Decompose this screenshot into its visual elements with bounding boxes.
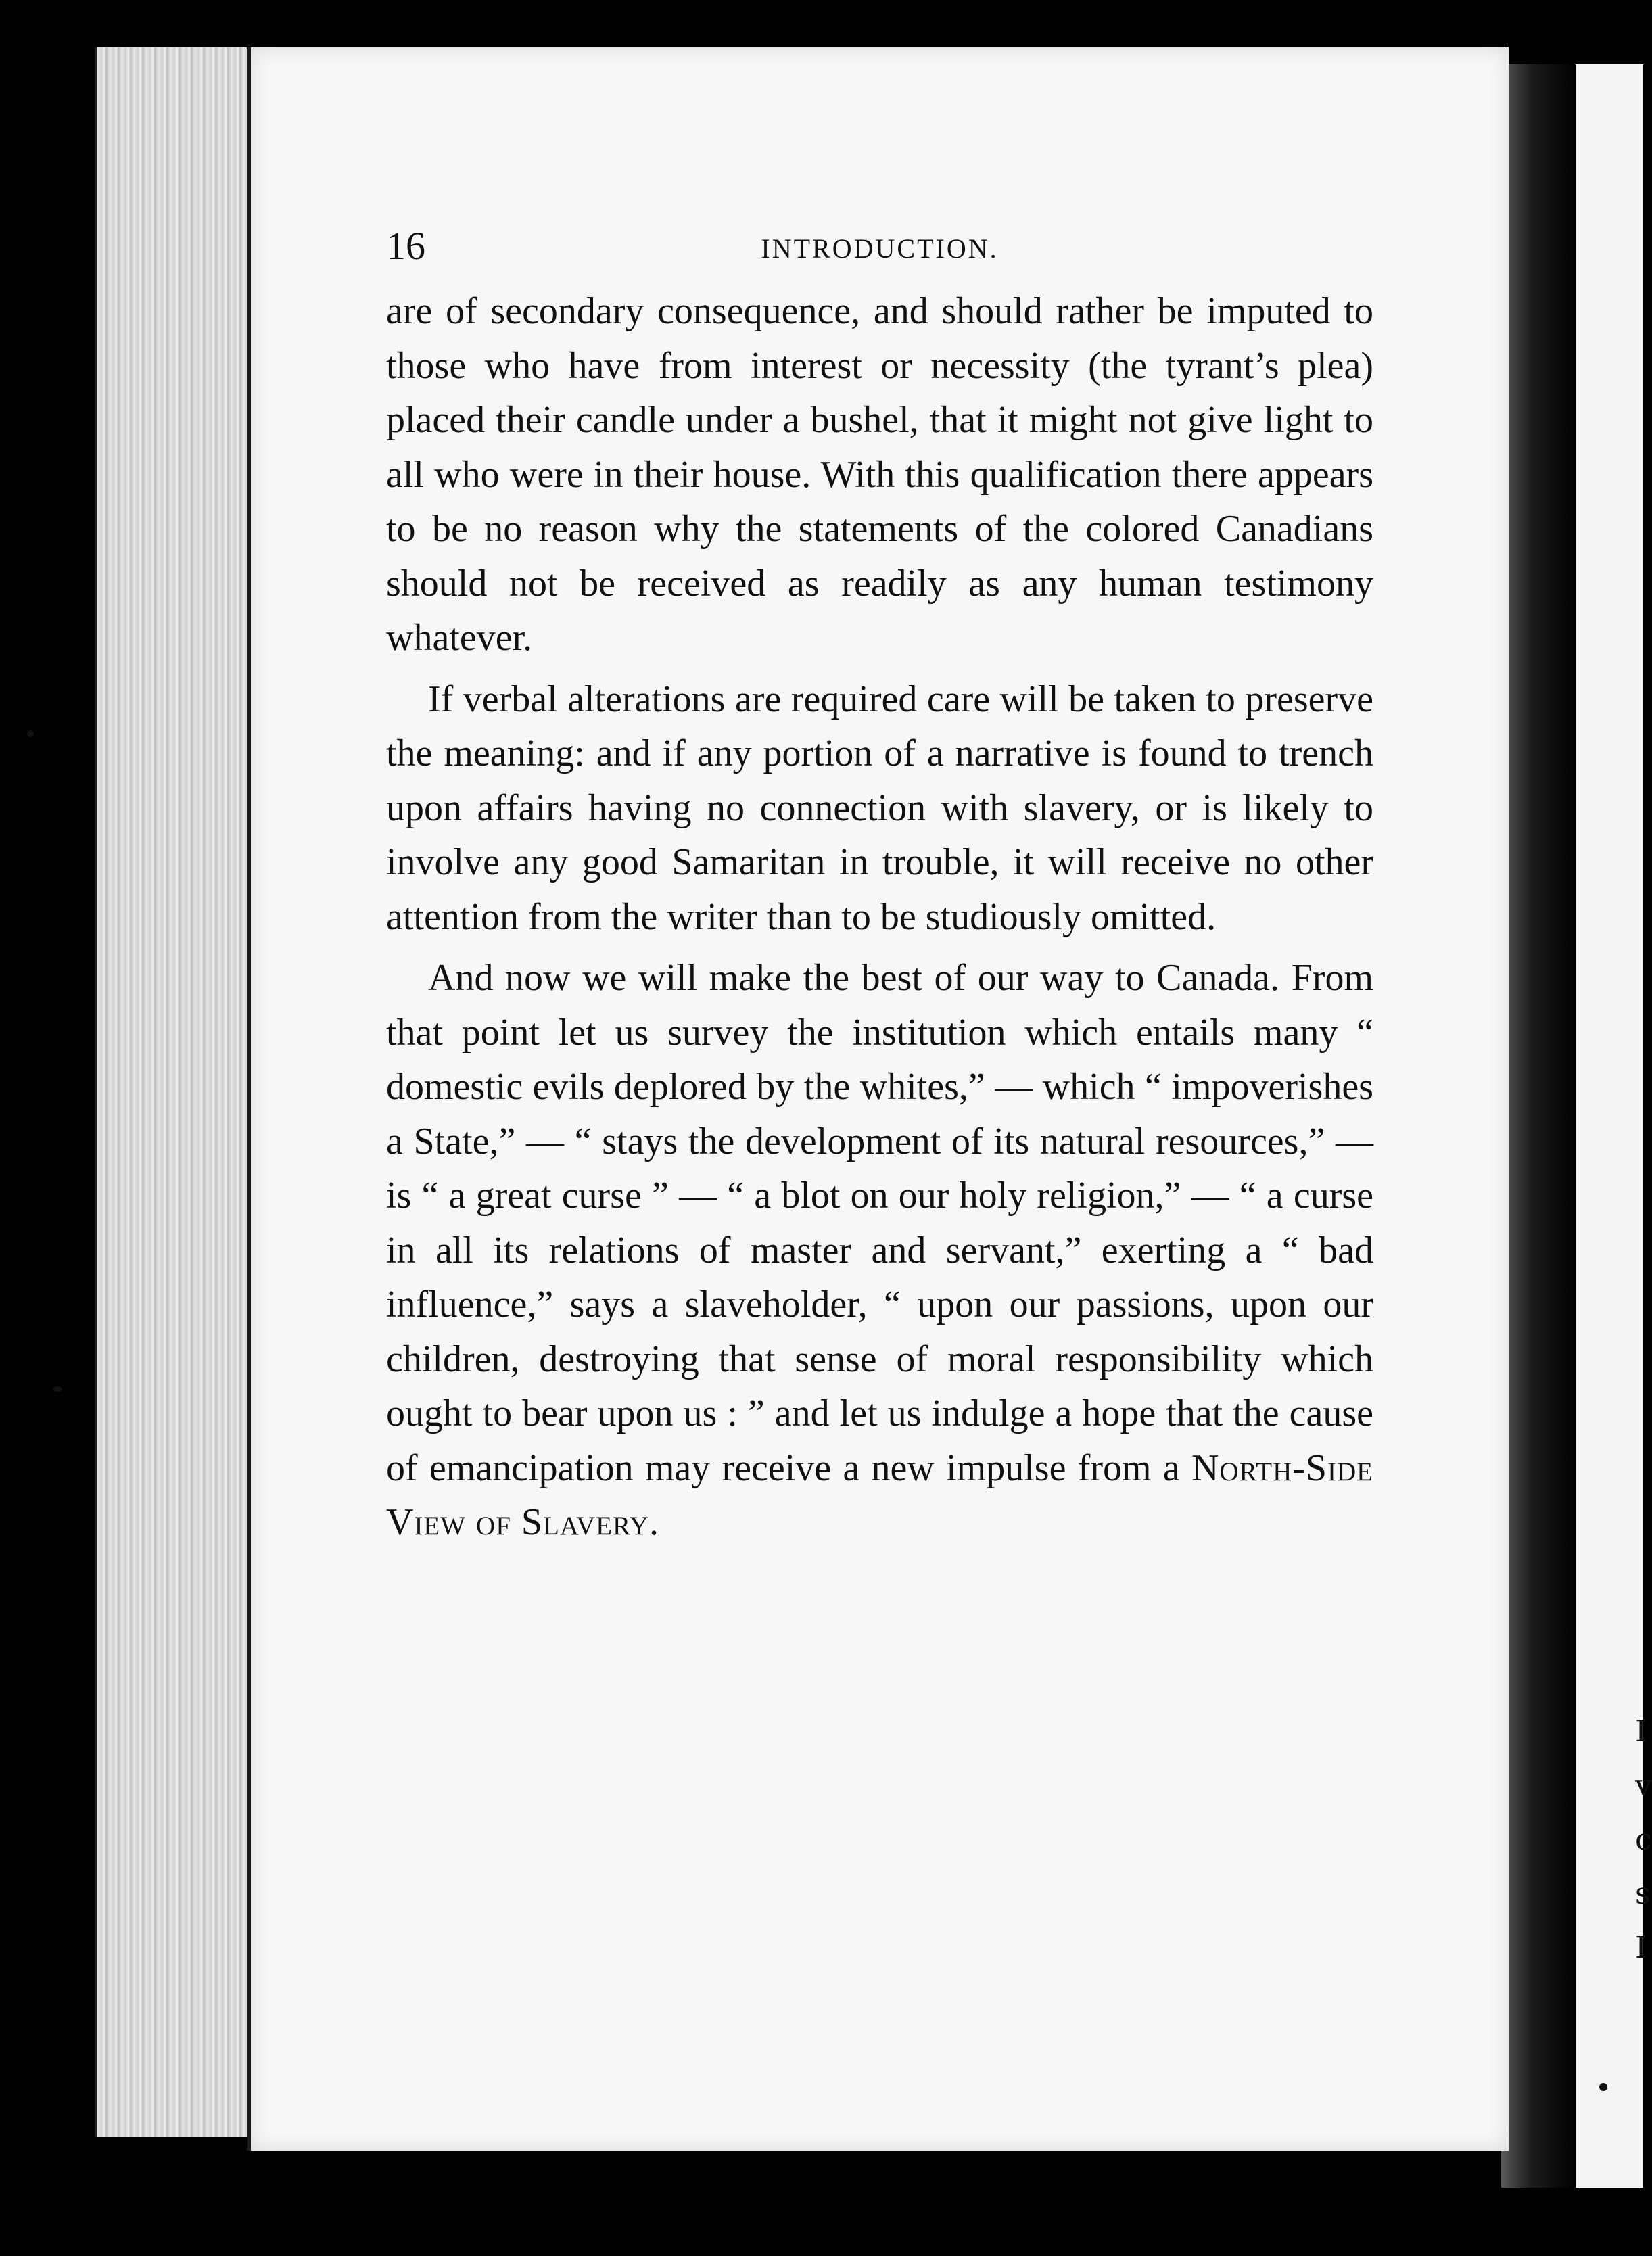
paragraph-3-end: . [649, 1501, 659, 1543]
page-number: 16 [386, 224, 425, 268]
running-head [386, 223, 1373, 284]
book-page [247, 47, 1509, 2151]
paragraph-1: are of secondary consequence, and should rather be imputed to those who have from interest or necessity (the tyrant’s plea) placed their candle under a bushel, that it might not give light to all who were in their house. With this qualification there appears to be no reason why the statements of the colored Canadians should not be received as readily as any human testimony whatever. [386, 290, 1373, 659]
body-text [386, 284, 1373, 1550]
running-title: INTRODUCTION. [761, 233, 999, 264]
book-title-phrase: North-Side View of Slavery [386, 1447, 1373, 1543]
paragraph-2: If verbal alterations are required care will be taken to preserve the meaning: and if any portion of a narrative is found to trench upon affairs having no connection with slavery, or is likely to involve any good Samaritan in trouble, it will receive no other attention from the writer than to be studiously omitted. [386, 678, 1373, 938]
page-content [386, 223, 1373, 1557]
paragraph-3-text: And now we will make the best of our way to Canada. From that point let us survey the institution which entails many “ domestic evils deplored by the whites,” — which “ impoverishes a State,” — “ stays the development of its natural resources,” — is “ a great curse ” — “ a blot on our holy religion,” — “ a curse in all its relations of master and servant,” exerting a “ bad influence,” says a slaveholder, “ upon our passions, upon our children, destroying that sense of moral responsibility which ought to bear upon us : ” and let us indulge a hope that the cause of emancipation may receive a new impulse from a [386, 957, 1373, 1489]
page-edges [95, 47, 253, 2137]
book-gutter [1501, 64, 1576, 2188]
scan-speck [27, 730, 34, 737]
scan-speck [53, 1386, 62, 1392]
paragraph-3 [386, 951, 1373, 1550]
scan-speck [1599, 2083, 1607, 2091]
adjacent-page-fragment: I v c s I [1576, 64, 1643, 2188]
